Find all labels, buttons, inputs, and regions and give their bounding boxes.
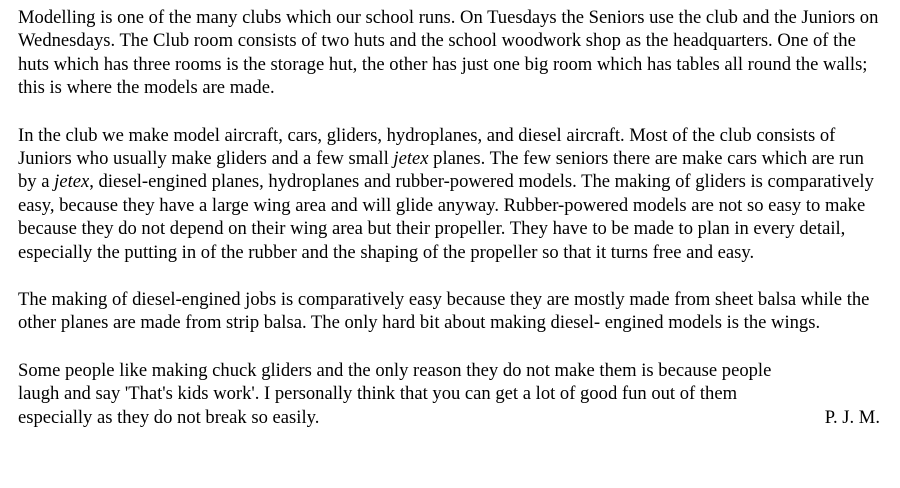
article-body — [18, 6, 884, 429]
paragraph-club-overview: Modelling is one of the many clubs which our school runs. On Tuesdays the Seniors use the club and the Juniors on Wednesdays. The Club room consists of two huts and the school woodwork shop as the headquarters. One of the huts which has three rooms is the storage hut, the other has just one big room which has tables all round the walls; this is where the models are made. — [18, 7, 879, 99]
paragraph-chuck-gliders — [18, 359, 884, 429]
jetex-term: jetex — [54, 171, 90, 193]
paragraph-diesel-engined: The making of diesel-engined jobs is comparatively easy because they are mostly made from sheet balsa while the other planes are made from strip balsa. The only hard bit about making diesel- engined models is the wings. — [18, 289, 870, 334]
author-signature: P. J. M. — [824, 406, 880, 428]
paragraph-line: laugh and say 'That's kids work'. I personally think that you can get a lot of good fun out of them — [18, 383, 738, 405]
jetex-term: jetex — [393, 148, 429, 170]
paragraph-line: Some people like making chuck gliders and the only reason they do not make them is because people — [18, 359, 772, 381]
paragraph-models-text-c: , diesel-engined planes, hydroplanes and rubber-powered models. The making of gliders is comparatively easy, because they have a large wing area and will glide anyway. Rubber-powered models are not so easy to make because they do not depend on their wing area but their propeller. They have to be made to plan in every detail, especially the putting in of the rubber and the shaping of the propeller so that it turns free and easy. — [18, 171, 874, 263]
paragraph-models-made — [18, 124, 884, 264]
closing-line — [18, 406, 884, 429]
paragraph-line: especially as they do not break so easily. — [18, 406, 320, 428]
paragraph-models-text-b: planes. The few seniors there are make cars which are run by a — [18, 148, 864, 193]
paragraph-models-text-a: In the club we make model aircraft, cars, gliders, hydroplanes, and diesel aircraft. Most of the club consists of Juniors who usually make gliders and a few small — [18, 124, 836, 170]
